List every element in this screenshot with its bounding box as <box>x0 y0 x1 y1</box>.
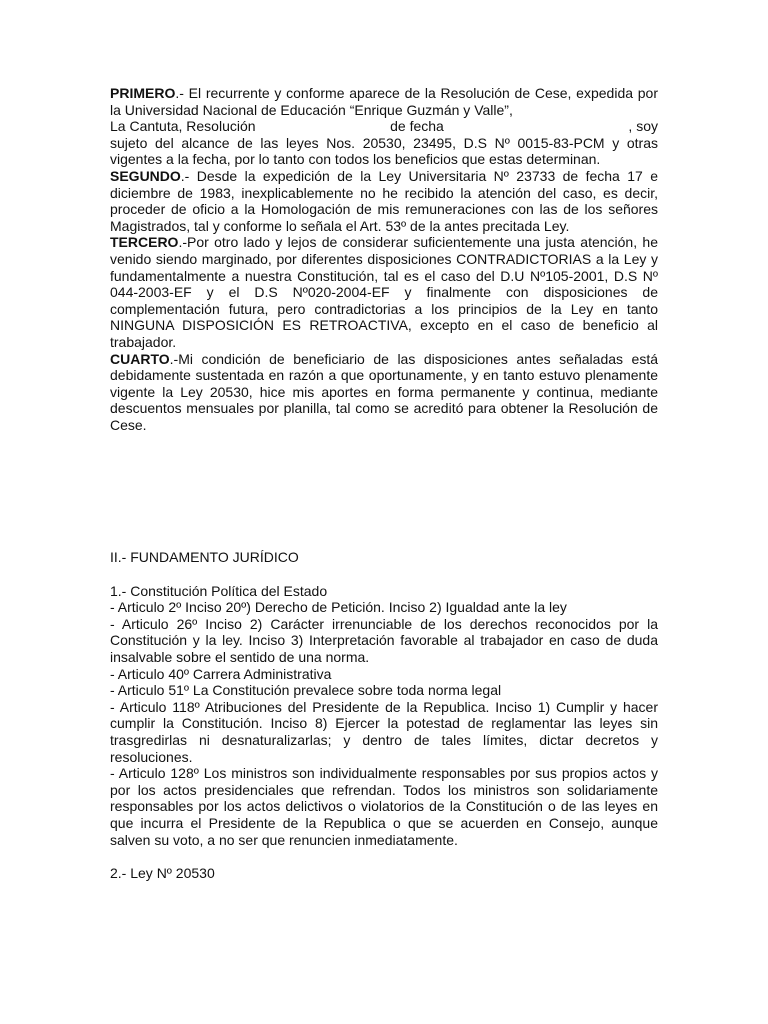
claim-label: PRIMERO <box>110 85 176 101</box>
claim-text: .- El recurrente y conforme aparece de la Resolución de Cese, expedida por la Universidad Nacional de Educación “Enrique Guzmán y Valle”, <box>110 85 658 118</box>
claim-tercero <box>110 234 658 350</box>
claim-text: .-Mi condición de beneficiario de las disposiciones antes señaladas está debidamente sustentada en razón a que oportunamente, y en tanto estuvo plenamente vigente la Ley 20530, hice mis aportes en forma permanente y continua, mediante descuentos mensuales por planilla, tal como se acreditó para obtener la Resolución de Cese. <box>110 350 658 433</box>
claim-label: TERCERO <box>110 234 179 251</box>
blank-space <box>110 433 658 549</box>
claim-segundo <box>110 168 658 234</box>
blank-fill-line <box>110 118 658 135</box>
article-item: - Articulo 128º Los ministros son individualmente responsables por sus propios actos y por los actos presidenciales que refrendan. Todos los ministros son solidariamente responsables por los actos delictivos o violatorios de la Constitución o de las leyes en que incurra el Presidente de la Republica o que se acuerden en Consejo, aunque salven su voto, a no ser que renuncien inmediatamente. <box>110 765 658 848</box>
article-item: - Articulo 118º Atribuciones del Presidente de la Republica. Inciso 1) Cumplir y hacer cumplir la Constitución. Inciso 8) Ejercer la potestad de reglamentar las leyes sin trasgredirlas ni desnaturalizarlas; y dentro de tales límites, dictar decretos y resoluciones. <box>110 698 658 765</box>
blank-space <box>110 848 658 865</box>
subsection-heading: 2.- Ley Nº 20530 <box>110 864 215 881</box>
article-item: - Articulo 2º Inciso 20º) Derecho de Petición. Inciso 2) Igualdad ante la ley <box>110 599 567 616</box>
claim-cuarto <box>110 351 658 434</box>
claim-text: sujeto del alcance de las leyes Nos. 20530, 23495, D.S Nº 0015-83-PCM y otras vigentes a la fecha, por lo tanto con todos los beneficios que estas determinan. <box>110 134 658 168</box>
fill-segment: La Cantuta, Resolución <box>110 118 256 135</box>
document-page <box>110 85 658 881</box>
claim-text: .- Desde la expedición de la Ley Universitaria Nº 23733 de fecha 17 e diciembre de 1983, inexplicablemente no he recibido la atención del caso, es decir, proceder de oficio a la Homologación de mis remuneraciones con las de los señores Magistrados, tal y conforme lo señala el Art. 53º de la antes precitada Ley. <box>110 167 658 234</box>
fill-segment: de fecha <box>390 118 444 135</box>
claim-label: SEGUNDO <box>110 167 181 184</box>
article-item: - Articulo 51º La Constitución prevalece sobre toda norma legal <box>110 682 502 699</box>
claim-text: .-Por otro lado y lejos de considerar suficientemente una justa atención, he venido siendo marginado, por diferentes disposiciones CONTRADICTORIAS a la Ley y fundamentalmente a nuestra Constitución, tal es el caso del D.U Nº105-2001, D.S Nº 044-2003-EF y el D.S Nº020-2004-EF y finalmente con disposiciones de complementación futura, pero contradictorias a los principios de la Ley en tanto NINGUNA DISPOSICIÓN ES RETROACTIVA, excepto en el caso de beneficio al trabajador. <box>110 234 658 350</box>
article-item: - Articulo 26º Inciso 2) Carácter irrenunciable de los derechos reconocidos por la Constitución y la ley. Inciso 3) Interpretación favorable al trabajador en caso de duda insalvable sobre el sentido de una norma. <box>110 615 658 666</box>
claim-primero <box>110 85 658 168</box>
fill-segment: , soy <box>628 118 658 135</box>
article-item: - Articulo 40º Carrera Administrativa <box>110 665 332 682</box>
subsection-heading: 1.- Constitución Política del Estado <box>110 582 328 599</box>
section-heading: II.- FUNDAMENTO JURÍDICO <box>110 549 299 566</box>
claim-label: CUARTO <box>110 350 170 367</box>
